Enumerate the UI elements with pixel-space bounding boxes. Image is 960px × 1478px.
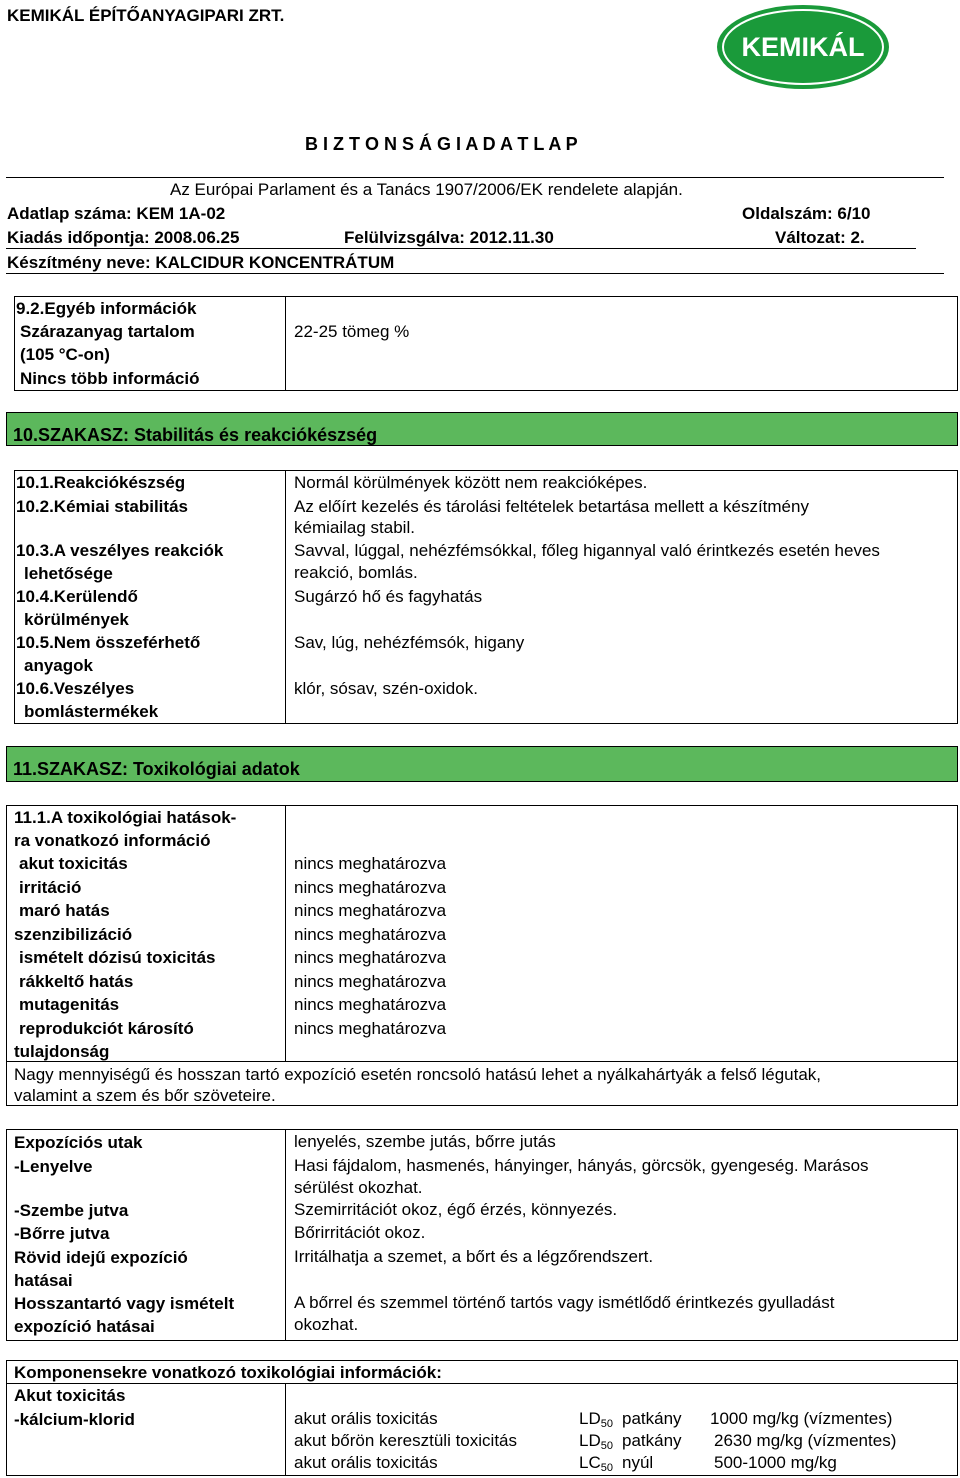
acute-toxicity-label: Akut toxicitás xyxy=(14,1386,126,1405)
company-name: KEMIKÁL ÉPÍTŐANYAGIPARI ZRT. xyxy=(7,6,285,25)
logo-text: KEMIKÁL xyxy=(741,32,865,62)
section-11-1-title: 11.1.A toxikológiai hatások- xyxy=(14,808,237,827)
route: akut bőrön keresztüli toxicitás xyxy=(294,1431,517,1450)
tox-label: akut toxicitás xyxy=(19,854,128,873)
dose-value: 1000 mg/kg (vízmentes) xyxy=(710,1409,893,1428)
divider xyxy=(6,273,944,274)
dose-value: 500-1000 mg/kg xyxy=(714,1453,837,1472)
dose-type: $LD_{50}$ xyxy=(579,1431,613,1452)
species: patkány xyxy=(622,1409,682,1428)
tox-value: nincs meghatározva xyxy=(294,854,447,873)
revision-date: Felülvizsgálva: 2012.11.30 xyxy=(344,228,554,247)
long-exposure-value-2: okozhat. xyxy=(294,1315,359,1334)
components-title: Komponensekre vonatkozó toxikológiai információk: xyxy=(14,1363,442,1382)
short-exposure-label: Rövid idejű expozíció xyxy=(14,1248,188,1267)
dry-matter-label-2: (105 °C-on) xyxy=(20,345,110,364)
row-label: 10.5.Nem összeférhető xyxy=(16,633,201,652)
ingestion-value: Hasi fájdalom, hasmenés, hányinger, hányás, görcsök, gyengeség. Marásos xyxy=(294,1156,869,1175)
tox-value: nincs meghatározva xyxy=(294,878,447,897)
row-label: 10.6.Veszélyes xyxy=(16,679,135,698)
row-value: Az előírt kezelés és tárolási feltételek betartása mellett a készítmény xyxy=(294,497,809,516)
tox-label: irritáció xyxy=(19,878,82,897)
page-number: Oldalszám: 6/10 xyxy=(742,204,871,223)
row-divider xyxy=(6,1383,958,1384)
tox-label: maró hatás xyxy=(19,901,110,920)
product-name: Készítmény neve: KALCIDUR KONCENTRÁTUM xyxy=(7,253,395,272)
version: Változat: 2. xyxy=(775,228,865,247)
eye-value: Szemirritációt okoz, égő érzés, könnyezés. xyxy=(294,1200,618,1219)
species: nyúl xyxy=(622,1453,654,1472)
tox-label: reprodukciót károsító xyxy=(19,1019,194,1038)
dose-type: $LD_{50}$ xyxy=(579,1409,613,1430)
row-divider xyxy=(6,1061,958,1062)
dry-matter-value: 22-25 tömeg % xyxy=(294,322,410,341)
short-exposure-label-2: hatásai xyxy=(14,1271,73,1290)
row-label: 10.3.A veszélyes reakciók xyxy=(16,541,224,560)
column-divider xyxy=(285,1383,286,1476)
short-exposure-value: Irritálhatja a szemet, a bőrt és a légzőrendszert. xyxy=(294,1247,654,1266)
tox-label: mutagenitás xyxy=(19,995,120,1014)
long-exposure-label: Hosszantartó vagy ismételt xyxy=(14,1294,235,1313)
row-label-2: anyagok xyxy=(24,656,93,675)
dose-value: 2630 mg/kg (vízmentes) xyxy=(714,1431,897,1450)
eye-label: -Szembe jutva xyxy=(14,1201,129,1220)
skin-value: Bőrirritációt okoz. xyxy=(294,1223,426,1242)
dose-type: $LC_{50}$ xyxy=(579,1453,613,1474)
route: akut orális toxicitás xyxy=(294,1453,438,1472)
tox-value: nincs meghatározva xyxy=(294,948,447,967)
column-divider xyxy=(285,1129,286,1341)
tox-label-cont: tulajdonság xyxy=(14,1042,110,1061)
column-divider xyxy=(285,296,286,391)
species: patkány xyxy=(622,1431,682,1450)
row-label-2: bomlástermékek xyxy=(24,702,159,721)
row-value: Sav, lúg, nehézfémsók, higany xyxy=(294,633,525,652)
tox-label: rákkeltő hatás xyxy=(19,972,134,991)
divider xyxy=(6,177,944,178)
row-value-2: reakció, bomlás. xyxy=(294,563,418,582)
tox-value: nincs meghatározva xyxy=(294,972,447,991)
section-9-2-title: 9.2.Egyéb információk xyxy=(16,299,197,318)
row-value: Sugárzó hő és fagyhatás xyxy=(294,587,483,606)
row-label: 10.1.Reakciókészség xyxy=(16,473,186,492)
ingestion-label: -Lenyelve xyxy=(14,1157,93,1176)
regulation-line: Az Európai Parlament és a Tanács 1907/2006/EK rendelete alapján. xyxy=(170,180,683,199)
substance-name: -kálcium-klorid xyxy=(14,1410,135,1429)
no-more-info: Nincs több információ xyxy=(20,369,200,388)
row-value: Normál körülmények között nem reakcióképes. xyxy=(294,473,648,492)
row-label: 10.2.Kémiai stabilitás xyxy=(16,497,188,516)
document-title: B I Z T O N S Á G I A D A T L A P xyxy=(305,134,578,154)
exposure-routes-label: Expozíciós utak xyxy=(14,1133,143,1152)
tox-value: nincs meghatározva xyxy=(294,901,447,920)
tox-value: nincs meghatározva xyxy=(294,925,447,944)
kemikal-logo xyxy=(713,2,893,92)
note-line-2: valamint a szem és bőr szöveteire. xyxy=(14,1086,276,1105)
long-exposure-label-2: expozíció hatásai xyxy=(14,1317,155,1336)
section-10-title: 10.SZAKASZ: Stabilitás és reakciókészség xyxy=(13,425,378,445)
route: akut orális toxicitás xyxy=(294,1409,438,1428)
row-value: Savval, lúggal, nehézfémsókkal, főleg higannyal való érintkezés esetén heves xyxy=(294,541,880,560)
note-line-1: Nagy mennyiségű és hosszan tartó expozíció esetén roncsoló hatású lehet a nyálkahártyák a felső légutak, xyxy=(14,1065,822,1084)
exposure-routes-value: lenyelés, szembe jutás, bőrre jutás xyxy=(294,1132,556,1151)
column-divider xyxy=(285,470,286,724)
row-value: klór, sósav, szén-oxidok. xyxy=(294,679,478,698)
section-11-1-title-2: ra vonatkozó információ xyxy=(14,831,211,850)
skin-label: -Bőrre jutva xyxy=(14,1224,110,1243)
issue-date: Kiadás időpontja: 2008.06.25 xyxy=(7,228,240,247)
sheet-number: Adatlap száma: KEM 1A-02 xyxy=(7,204,226,223)
tox-value: nincs meghatározva xyxy=(294,995,447,1014)
tox-value: nincs meghatározva xyxy=(294,1019,447,1038)
tox-label: szenzibilizáció xyxy=(14,925,133,944)
divider xyxy=(6,248,916,249)
dry-matter-label: Szárazanyag tartalom xyxy=(20,322,195,341)
long-exposure-value: A bőrrel és szemmel történő tartós vagy ismétlődő érintkezés gyulladást xyxy=(294,1293,835,1312)
row-value-2: kémiailag stabil. xyxy=(294,518,415,537)
tox-label: ismételt dózisú toxicitás xyxy=(19,948,216,967)
row-label: 10.4.Kerülendő xyxy=(16,587,138,606)
row-label-2: körülmények xyxy=(24,610,129,629)
section-11-title: 11.SZAKASZ: Toxikológiai adatok xyxy=(13,759,300,779)
column-divider xyxy=(285,805,286,1061)
ingestion-value-2: sérülést okozhat. xyxy=(294,1178,423,1197)
row-label-2: lehetősége xyxy=(24,564,113,583)
